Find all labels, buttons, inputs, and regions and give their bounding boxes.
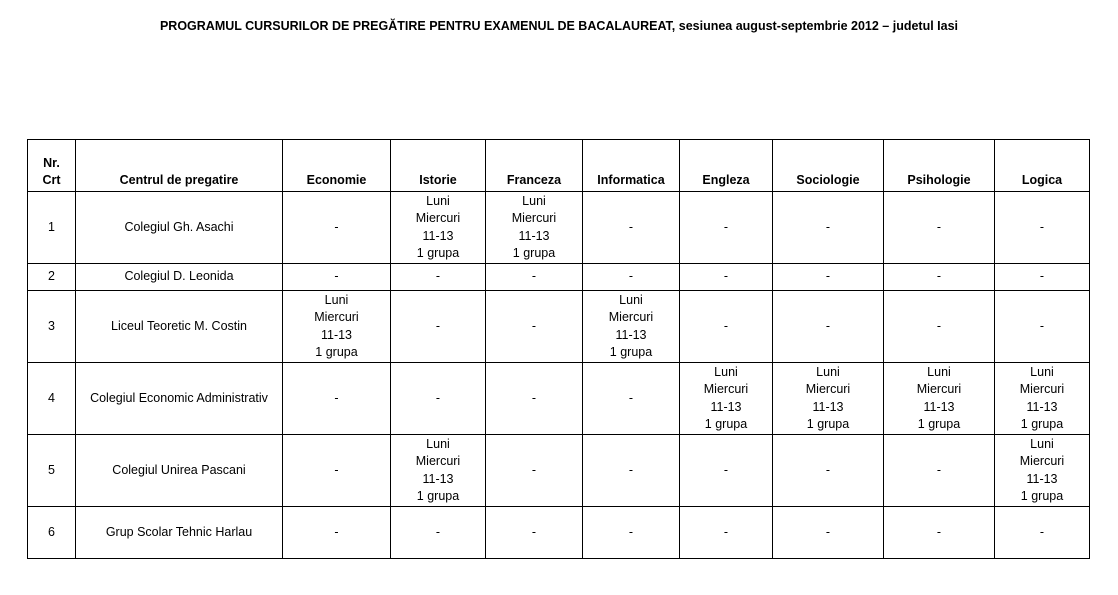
schedule-line: Luni [927, 364, 951, 379]
schedule-line: Miercuri [916, 382, 962, 396]
column-header-sociologie: Sociologie [773, 140, 884, 192]
table-row [28, 435, 1090, 507]
training-center-name: Colegiul Unirea Pascani [76, 435, 283, 507]
empty-cell: - [884, 264, 995, 291]
schedule-line: 11-13 [1026, 471, 1058, 486]
table-row [28, 507, 1090, 559]
schedule-cell [486, 192, 583, 264]
schedule-line: Miercuri [805, 382, 851, 396]
empty-cell: - [391, 507, 486, 559]
schedule-line: 11-13 [422, 471, 454, 486]
empty-cell: - [391, 291, 486, 363]
header-row [28, 140, 1090, 192]
empty-cell: - [283, 507, 391, 559]
schedule-cell [773, 363, 884, 435]
schedule-line: Miercuri [1019, 454, 1065, 468]
schedule-line: 11-13 [812, 399, 844, 414]
table-row [28, 363, 1090, 435]
column-header-informatica: Informatica [583, 140, 680, 192]
schedule-line: Luni [1030, 436, 1054, 451]
schedule-line: 1 grupa [512, 246, 556, 260]
table-body [28, 192, 1090, 559]
table-row [28, 291, 1090, 363]
row-number: 2 [28, 264, 76, 291]
training-center-name: Colegiul D. Leonida [76, 264, 283, 291]
schedule-line: Miercuri [703, 382, 749, 396]
schedule-cell [884, 363, 995, 435]
column-header-istorie: Istorie [391, 140, 486, 192]
empty-cell: - [995, 192, 1090, 264]
empty-cell: - [680, 435, 773, 507]
empty-cell: - [680, 291, 773, 363]
schedule-cell [391, 192, 486, 264]
column-header-economie: Economie [283, 140, 391, 192]
schedule-line: 1 grupa [315, 345, 358, 359]
schedule-line: Luni [1030, 364, 1054, 379]
schedule-line: Miercuri [415, 454, 461, 468]
table-row [28, 264, 1090, 291]
schedule-line: Miercuri [415, 211, 461, 225]
empty-cell: - [583, 507, 680, 559]
column-header-nr: Nr. Crt [28, 140, 76, 192]
empty-cell: - [283, 192, 391, 264]
empty-cell: - [773, 192, 884, 264]
schedule-line: 1 grupa [704, 417, 748, 431]
empty-cell: - [995, 264, 1090, 291]
empty-cell: - [884, 507, 995, 559]
schedule-line: 11-13 [518, 228, 550, 243]
empty-cell: - [884, 192, 995, 264]
column-header-center: Centrul de pregatire [76, 140, 283, 192]
schedule-cell [391, 435, 486, 507]
schedule-line: 1 grupa [1020, 417, 1064, 431]
schedule-line: 1 grupa [416, 489, 460, 503]
schedule-line: Luni [426, 436, 450, 451]
empty-cell: - [486, 507, 583, 559]
training-center-name: Liceul Teoretic M. Costin [76, 291, 283, 363]
empty-cell: - [391, 363, 486, 435]
empty-cell: - [486, 264, 583, 291]
empty-cell: - [884, 435, 995, 507]
empty-cell: - [680, 507, 773, 559]
schedule-line: Miercuri [511, 211, 557, 225]
training-center-name: Colegiul Economic Administrativ [76, 363, 283, 435]
training-center-name: Grup Scolar Tehnic Harlau [76, 507, 283, 559]
row-number: 1 [28, 192, 76, 264]
schedule-table [27, 139, 1090, 559]
schedule-line: Miercuri [608, 310, 654, 324]
schedule-line: 11-13 [615, 327, 647, 342]
empty-cell: - [486, 291, 583, 363]
schedule-line: 1 grupa [609, 345, 653, 359]
empty-cell: - [486, 363, 583, 435]
schedule-line: 1 grupa [1020, 489, 1064, 503]
schedule-line: Miercuri [1019, 382, 1065, 396]
schedule-line: Luni [714, 364, 738, 379]
schedule-line: 11-13 [422, 228, 454, 243]
empty-cell: - [283, 264, 391, 291]
empty-cell: - [583, 192, 680, 264]
column-header-logica: Logica [995, 140, 1090, 192]
row-number: 3 [28, 291, 76, 363]
empty-cell: - [680, 264, 773, 291]
empty-cell: - [995, 507, 1090, 559]
training-center-name: Colegiul Gh. Asachi [76, 192, 283, 264]
empty-cell: - [583, 363, 680, 435]
schedule-line: Miercuri [314, 310, 359, 324]
empty-cell: - [391, 264, 486, 291]
schedule-line: 11-13 [320, 327, 353, 342]
empty-cell: - [583, 264, 680, 291]
empty-cell: - [884, 291, 995, 363]
schedule-cell [583, 291, 680, 363]
empty-cell: - [773, 291, 884, 363]
column-header-psihologie: Psihologie [884, 140, 995, 192]
schedule-cell [995, 435, 1090, 507]
schedule-line: 11-13 [710, 399, 742, 414]
empty-cell: - [680, 192, 773, 264]
row-number: 5 [28, 435, 76, 507]
empty-cell: - [773, 507, 884, 559]
schedule-line: 1 grupa [416, 246, 460, 260]
schedule-line: Luni [619, 292, 643, 307]
schedule-line: 1 grupa [806, 417, 850, 431]
schedule-line: Luni [816, 364, 840, 379]
page-title: PROGRAMUL CURSURILOR DE PREGĂTIRE PENTRU EXAMENUL DE BACALAUREAT, sesiunea august-septembrie 2012 – judetul Iasi [159, 19, 959, 33]
empty-cell: - [486, 435, 583, 507]
empty-cell: - [283, 435, 391, 507]
empty-cell: - [773, 435, 884, 507]
empty-cell: - [583, 435, 680, 507]
schedule-line: 11-13 [923, 399, 955, 414]
empty-cell: - [283, 363, 391, 435]
schedule-cell [680, 363, 773, 435]
table-row [28, 192, 1090, 264]
schedule-cell [283, 291, 391, 363]
empty-cell: - [773, 264, 884, 291]
column-header-engleza: Engleza [680, 140, 773, 192]
schedule-cell [995, 363, 1090, 435]
schedule-line: 11-13 [1026, 399, 1058, 414]
schedule-line: Luni [522, 193, 546, 208]
schedule-line: 1 grupa [917, 417, 961, 431]
row-number: 6 [28, 507, 76, 559]
column-header-franceza: Franceza [486, 140, 583, 192]
schedule-line: Luni [324, 292, 349, 307]
schedule-line: Luni [426, 193, 450, 208]
row-number: 4 [28, 363, 76, 435]
empty-cell: - [995, 291, 1090, 363]
